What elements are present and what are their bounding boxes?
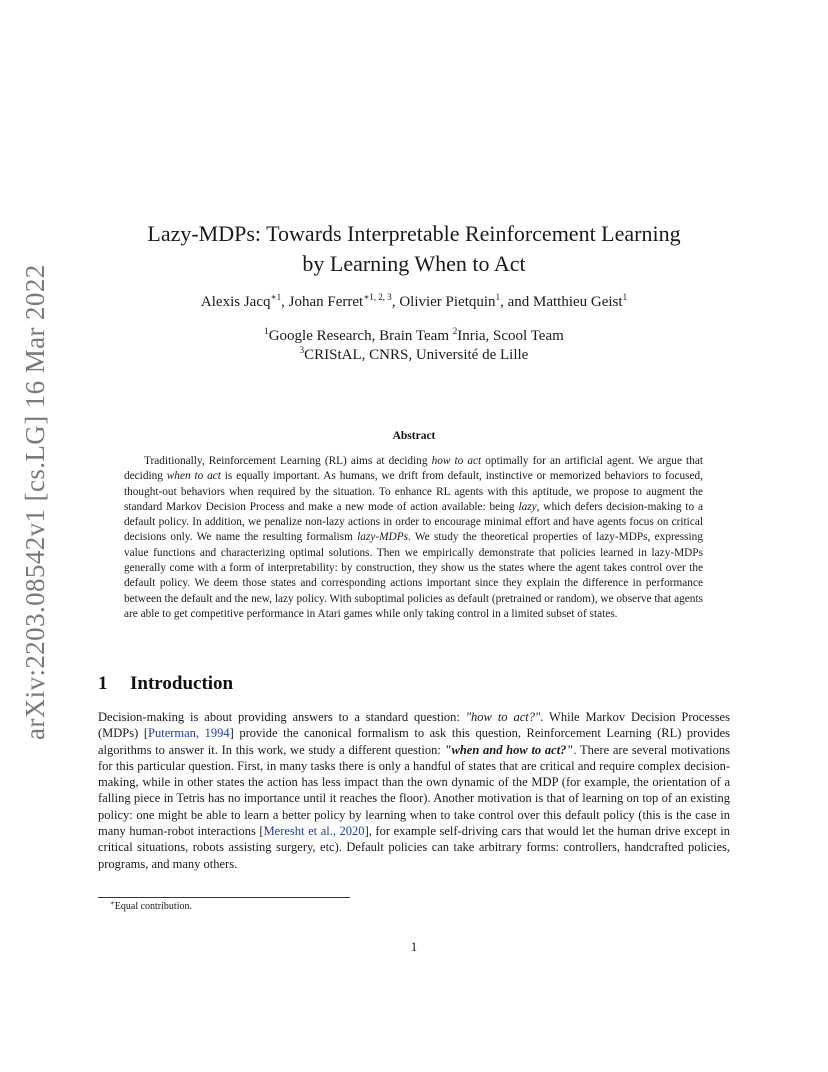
author-name: Olivier Pietquin xyxy=(399,294,496,310)
citation-link[interactable]: Puterman, 1994 xyxy=(148,726,230,741)
footnote xyxy=(110,901,192,912)
section-title: Introduction xyxy=(130,673,234,694)
title-line-2: by Learning When to Act xyxy=(302,251,526,276)
affiliation-text: Inria, Scool Team xyxy=(457,328,564,344)
abstract-span: Traditionally, Reinforcement Learning (RL) aims at deciding xyxy=(144,455,432,467)
footnote-mark: ∗ xyxy=(110,899,115,907)
author-separator: , and xyxy=(500,294,533,310)
section-heading xyxy=(98,673,233,695)
paper-title xyxy=(0,219,828,279)
abstract-emphasis: lazy xyxy=(518,500,537,513)
author-name: Alexis Jacq xyxy=(200,294,271,310)
abstract-span: optimally for an artificial agent. We argue that deciding xyxy=(124,455,704,483)
affiliation-text: Google Research, Brain Team xyxy=(268,328,453,344)
author-name: Johan Ferret xyxy=(288,294,364,310)
intro-quote-bold: "when and how to act?" xyxy=(444,742,574,757)
author-affiliation-mark: 1 xyxy=(622,292,628,302)
author-list xyxy=(0,294,828,311)
abstract-emphasis: lazy-MDPs xyxy=(357,531,408,544)
abstract-span: , which defers decision-making to a default policy. In addition, we penalize non-lazy actions in order to encourage minimal effort and have agents focus on critical decisions only. We name the resulting formalism xyxy=(124,500,703,544)
abstract-heading: Abstract xyxy=(392,430,436,442)
author-affiliation-mark: ∗1 xyxy=(270,292,282,302)
intro-span: ] provide the canonical formalism to ask this question, Reinforcement Learning (RL) provides algorithms to answer it. In this work, we study a different question: xyxy=(98,726,730,757)
intro-span: Decision-making is about providing answers to a standard question: xyxy=(98,710,466,724)
author-separator: , xyxy=(281,294,289,310)
author-separator: , xyxy=(391,294,400,310)
footnote-text: Equal contribution. xyxy=(114,901,192,912)
abstract-span: . We study the theoretical properties of lazy-MDPs, expressing value functions and characterizing optimal solutions. Then we empirically demonstrate that policies learned in lazy-MDPs generally come with a form of interpretability: by construction, they show us the states where the agent takes control over the default policy. We deem those states and corresponding actions important since they explain the difference in performance between the default and the new, lazy policy. With suboptimal policies as default (pretrained or random), we observe that agents are able to get competitive performance in Atari games while only taking control in a limited subset of states. xyxy=(124,531,703,620)
footnote-rule xyxy=(98,897,350,898)
author-affiliation-mark: 1 xyxy=(495,292,501,302)
intro-span: ], for example self-driving cars that would let the human drive except in critical situations, robots assisting surgery, etc). Default policies can take arbitrary forms: controllers, handcrafted policies, programs, and many others. xyxy=(98,824,730,871)
title-line-1: Lazy-MDPs: Towards Interpretable Reinforcement Learning xyxy=(147,221,681,246)
author-name: Matthieu Geist xyxy=(532,294,623,310)
abstract-emphasis: how to act xyxy=(431,455,482,467)
page-number: 1 xyxy=(410,940,418,954)
intro-paragraph xyxy=(98,709,730,872)
citation-link[interactable]: Meresht et al., 2020 xyxy=(263,824,365,839)
intro-span: . There are several motivations for this particular question. First, in many tasks there is only a handful of states that are critical and require complex decision-making, while in other states the action has less impact than the own dynamic of the MDP (for example, the orientation of a falling piece in Tetris has no importance until it reaches the floor). Another motivation is that of learning on top of an existing policy: one might be able to learn a better policy by learning when to take control over this default policy (this is the case in many human-robot interactions [ xyxy=(98,742,731,839)
affiliation-line-1 xyxy=(0,327,828,346)
author-affiliation-mark: ∗1, 2, 3 xyxy=(363,292,392,302)
intro-quote: "how to act?" xyxy=(465,710,541,724)
abstract-text xyxy=(124,454,703,622)
affiliation-mark: 2 xyxy=(452,326,458,336)
intro-span: . While Markov Decision Processes (MDPs) [ xyxy=(98,710,730,741)
abstract-emphasis: when to act xyxy=(166,470,221,483)
abstract-span: is equally important. As humans, we drift from default, instinctive or memorized behaviors to focused, thought-out behaviors when required by the situation. To enhance RL agents with this aptitude, we propose to augment the standard Markov Decision Process and make a new mode of action available: being xyxy=(124,470,703,513)
affiliation-mark: 3 xyxy=(299,345,305,355)
affiliation-text: CRIStAL, CNRS, Université de Lille xyxy=(304,347,529,363)
arxiv-identifier: arXiv:2203.08542v1 [cs.LG] 16 Mar 2022 xyxy=(20,264,50,740)
section-number: 1 xyxy=(98,673,108,694)
affiliations xyxy=(0,327,828,365)
affiliation-mark: 1 xyxy=(264,326,269,336)
affiliation-line-2 xyxy=(0,346,828,365)
